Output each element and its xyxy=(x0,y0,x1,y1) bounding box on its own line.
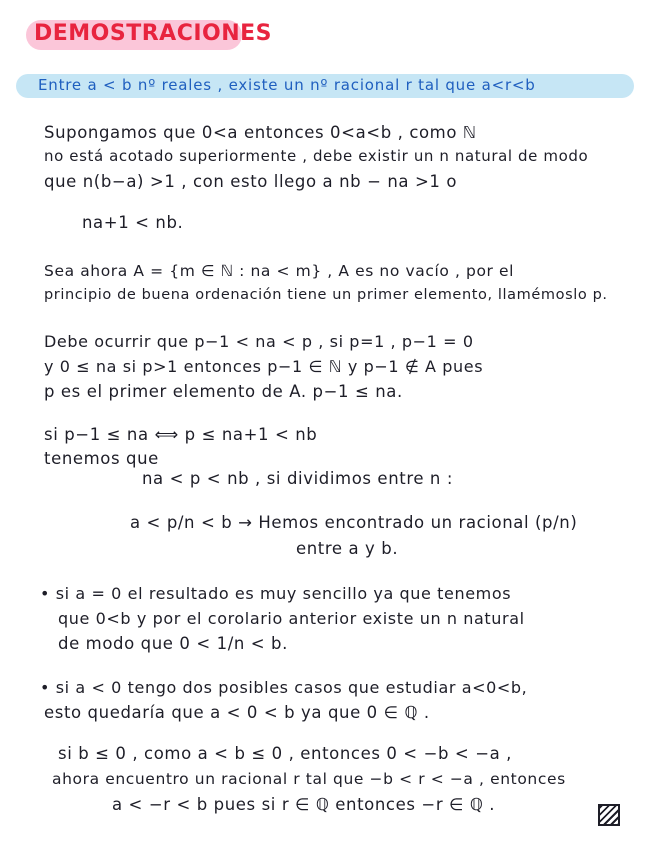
proof-line: ahora encuentro un racional r tal que −b < r < −a , entonces xyxy=(52,770,566,788)
proof-line: y 0 ≤ na si p>1 entonces p−1 ∈ ℕ y p−1 ∉ A pues xyxy=(44,357,484,376)
proof-line: p es el primer elemento de A. p−1 ≤ na. xyxy=(44,382,403,401)
page-title: DEMOSTRACIONES xyxy=(34,21,273,46)
proof-line: principio de buena ordenación tiene un primer elemento, llamémoslo p. xyxy=(44,287,608,303)
proof-line: entre a y b. xyxy=(296,539,399,558)
qed-hatched-square-icon xyxy=(598,804,620,826)
proof-line: a < −r < b pues si r ∈ ℚ entonces −r ∈ ℚ . xyxy=(112,795,496,814)
theorem-statement: Entre a < b nº reales , existe un nº racional r tal que a<r<b xyxy=(38,76,536,94)
proof-line: tenemos que xyxy=(44,449,159,468)
proof-line: • si a = 0 el resultado es muy sencillo ya que tenemos xyxy=(40,584,512,603)
proof-line: no está acotado superiormente , debe existir un n natural de modo xyxy=(44,147,589,165)
proof-line: esto quedaría que a < 0 < b ya que 0 ∈ ℚ . xyxy=(44,703,430,722)
proof-line: a < p/n < b → Hemos encontrado un racional (p/n) xyxy=(130,513,578,532)
proof-line: • si a < 0 tengo dos posibles casos que estudiar a<0<b, xyxy=(40,678,528,697)
proof-line: que n(b−a) >1 , con esto llego a nb − na >1 o xyxy=(44,172,458,191)
proof-line: si p−1 ≤ na ⟺ p ≤ na+1 < nb xyxy=(44,425,318,444)
proof-line: de modo que 0 < 1/n < b. xyxy=(58,634,288,653)
proof-line: que 0<b y por el corolario anterior existe un n natural xyxy=(58,609,525,628)
proof-line: Supongamos que 0<a entonces 0<a<b , como ℕ xyxy=(44,123,477,142)
proof-line: na+1 < nb. xyxy=(82,213,184,232)
proof-line: na < p < nb , si dividimos entre n : xyxy=(142,469,453,488)
proof-line: Sea ahora A = {m ∈ ℕ : na < m} , A es no vacío , por el xyxy=(44,262,515,280)
proof-line: Debe ocurrir que p−1 < na < p , si p=1 , p−1 = 0 xyxy=(44,332,474,351)
proof-line: si b ≤ 0 , como a < b ≤ 0 , entonces 0 < −b < −a , xyxy=(58,744,513,763)
